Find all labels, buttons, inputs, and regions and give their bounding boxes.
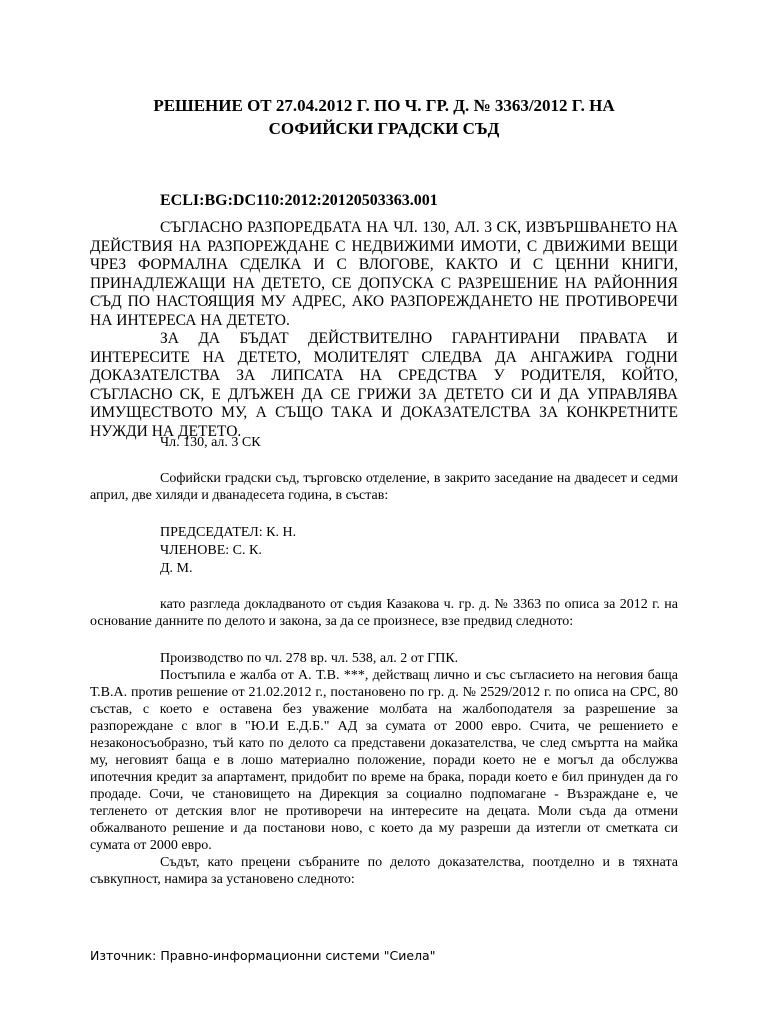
panel-member-2: Д. М. — [160, 561, 193, 576]
legal-basis-block — [90, 434, 678, 451]
summary-section — [90, 219, 678, 441]
legal-basis: Чл. 130, ал. 3 СК — [160, 435, 261, 450]
panel-members: ЧЛЕНОВЕ: С. К. — [160, 543, 262, 558]
title-line-2: СОФИЙСКИ ГРАДСКИ СЪД — [268, 119, 500, 138]
court-finding: Съдът, като прецени събраните по делото доказателства, поотделно и в тяхната съвкупност, намира за установено следното: — [90, 855, 678, 887]
court-panel — [90, 524, 678, 578]
summary-paragraph-2: ЗА ДА БЪДАТ ДЕЙСТВИТЕЛНО ГАРАНТИРАНИ ПРАВАТА И ИНТЕРЕСИТЕ НА ДЕТЕТО, МОЛИТЕЛЯТ СЛЕДВА ДА АНГАЖИРА ГОДНИ ДОКАЗАТЕЛСТВА ЗА ЛИПСАТА НА СРЕДСТВА У РОДИТЕЛЯ, КОЙТО, СЪГЛАСНО СК, Е ДЛЪЖЕН ДА СЕ ГРИЖИ ЗА ДЕТЕТО СИ И ДА УПРАВЛЯВА ИМУЩЕСТВОТО МУ, А СЪЩО ТАКА И ДОКАЗАТЕЛСТВА ЗА КОНКРЕТНИТЕ НУЖДИ НА ДЕТЕТО. — [90, 330, 678, 440]
proceeding-basis: Производство по чл. 278 вр. чл. 538, ал. 2 от ГПК. — [160, 651, 459, 666]
document-title — [90, 94, 678, 140]
considering-block — [90, 596, 678, 630]
complaint-text: Постъпила е жалба от А. Т.В. ***, действащ лично и със съгласието на неговия баща Т.В.А. против решение от 21.02.2012 г., постановено по гр. д. № 2529/2012 г. по описа на СРС, 80 състав, с което е оставена без уважение молбата на жалбоподателя за разрешение за разпореждане с влог в "Ю.И Е.Д.Б." АД за сумата от 2000 евро. Счита, че решението е незаконосъобразно, тъй като по делото са представени доказателства, че след смъртта на майка му, неговият баща е в лошо материално положение, поради което не е могъл да обслужва ипотечния кредит за апартамент, придобит по време на брака, поради което е бил принуден да го продаде. Сочи, че становището на Дирекция за социално подпомагане - Възраждане е, че тегленето от детския влог не противоречи на интересите на децата. Моли съда да отмени обжалваното решение и да постанови ново, с което да му разреши да изтегли от сметката си сумата от 2000 евро. — [90, 668, 678, 853]
panel-chair: ПРЕДСЕДАТЕЛ: К. Н. — [160, 525, 297, 540]
source-footer: Източник: Правно-информационни системи "Сиела" — [90, 948, 436, 963]
court-intro: Софийски градски съд, търговско отделение, в закрито заседание на двадесет и седми април, две хиляди и дванадесета година, в състав: — [90, 471, 678, 503]
court-intro-block — [90, 470, 678, 504]
title-line-1: РЕШЕНИЕ ОТ 27.04.2012 Г. ПО Ч. ГР. Д. № 3363/2012 Г. НА — [153, 96, 615, 115]
summary-paragraph-1: СЪГЛАСНО РАЗПОРЕДБАТА НА ЧЛ. 130, АЛ. 3 СК, ИЗВЪРШВАНЕТО НА ДЕЙСТВИЯ НА РАЗПОРЕЖДАНЕ С НЕДВИЖИМИ ИМОТИ, С ДВИЖИМИ ВЕЩИ ЧРЕЗ ФОРМАЛНА СДЕЛКА И С ВЛОГОВЕ, КАКТО И С ЦЕННИ КНИГИ, ПРИНАДЛЕЖАЩИ НА ДЕТЕТО, СЕ ДОПУСКА С РАЗРЕШЕНИЕ НА РАЙОННИЯ СЪД ПО НАСТОЯЩИЯ МУ АДРЕС, АКО РАЗПОРЕЖДАНЕТО НЕ ПРОТИВОРЕЧИ НА ИНТЕРЕСА НА ДЕТЕТО. — [90, 219, 678, 329]
ecli-identifier: ECLI:BG:DC110:2012:20120503363.001 — [160, 192, 438, 209]
considering-text: като разгледа докладваното от съдия Казакова ч. гр. д. № 3363 по описа за 2012 г. на основание данните по делото и закона, за да се произнесе, взе предвид следното: — [90, 597, 678, 629]
proceedings-block — [90, 650, 678, 888]
